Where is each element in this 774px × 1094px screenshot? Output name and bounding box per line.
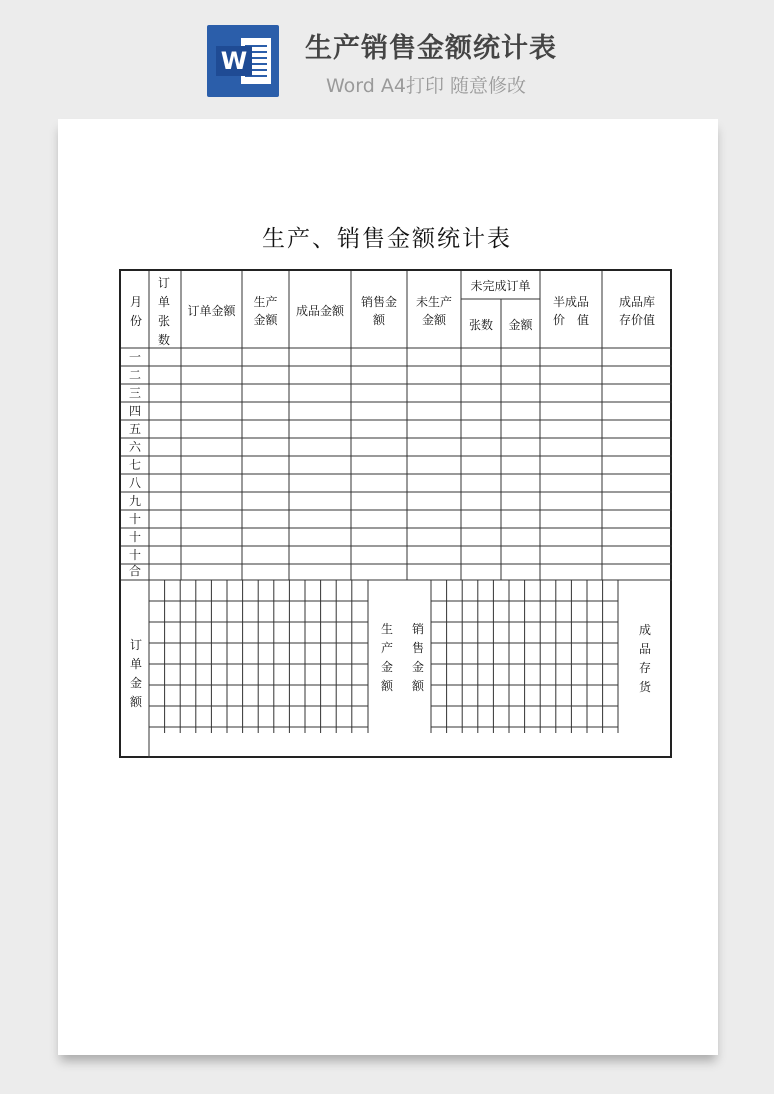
month-label: 八: [128, 476, 141, 490]
month-label: 十: [128, 530, 141, 544]
month-label: 合: [128, 564, 141, 578]
bottom-finished-stock: 成品存货: [638, 623, 651, 694]
month-label: 一: [128, 350, 141, 364]
header-production-amount-b: 金额: [253, 313, 278, 327]
month-label: 六: [128, 440, 141, 454]
header-stock-value-a: 成品库: [618, 295, 655, 309]
header-sales-amount-b: 额: [372, 313, 385, 327]
banner-title: 生产销售金额统计表: [305, 33, 557, 64]
header-sales-amount-a: 销售金: [360, 295, 397, 309]
header-month: 月份: [129, 295, 142, 328]
banner-subtitle: Word A4打印 随意修改: [326, 75, 527, 97]
word-logo-icon: [207, 25, 279, 97]
month-label: 七: [128, 458, 141, 472]
bottom-production-amount: 生产金额: [380, 622, 393, 693]
month-label: 三: [128, 386, 141, 400]
header-semi-value-b: 价 值: [552, 313, 589, 327]
logo-letter: W: [216, 46, 252, 76]
bottom-sales-amount: 销售金额: [411, 622, 424, 693]
header-order-amount: 订单金额: [187, 304, 236, 318]
header-unfinished-amount: 金额: [508, 318, 533, 332]
statistics-table: [119, 269, 672, 758]
month-label: 九: [128, 494, 141, 508]
header-finished-amount: 成品金额: [295, 304, 344, 318]
header-production-amount-a: 生产: [253, 295, 278, 309]
header-unfinished-count: 张数: [468, 318, 493, 332]
header-semi-value-a: 半成品: [552, 295, 589, 309]
month-label: 十: [128, 548, 141, 562]
header-unproduced-a: 未生产: [415, 295, 452, 309]
header-unproduced-b: 金额: [421, 313, 446, 327]
header-order-count: 订单张数: [157, 276, 170, 347]
table-grid: [121, 271, 674, 760]
document-title: 生产、销售金额统计表: [262, 226, 512, 252]
month-label: 五: [128, 422, 141, 436]
month-label: 二: [128, 368, 141, 382]
header-unfinished-orders: 未完成订单: [470, 279, 531, 293]
month-label: 十: [128, 512, 141, 526]
header-stock-value-b: 存价值: [618, 313, 655, 327]
month-label: 四: [128, 404, 141, 418]
bottom-order-amount: 订单金额: [129, 638, 142, 709]
